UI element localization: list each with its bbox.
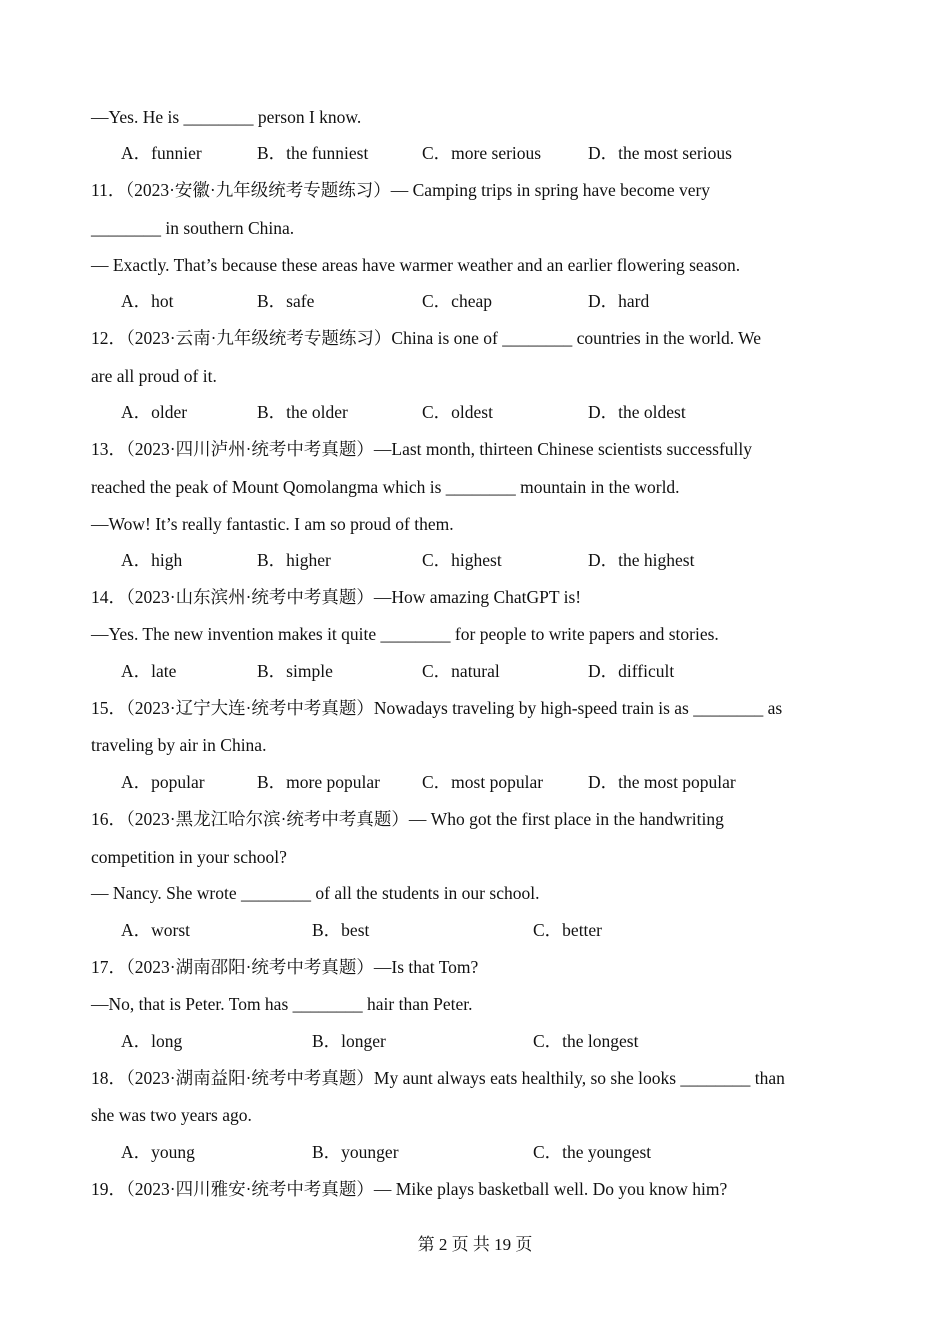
question-16-stem: 16．（2023·黑龙江哈尔滨·统考中考真题）— Who got the first place in the handwriting [91, 809, 724, 829]
option-a: A．long [121, 1031, 183, 1051]
option-a: A．high [121, 550, 183, 570]
question-12-stem-cont: are all proud of it. [91, 366, 217, 386]
question-16-options [121, 919, 861, 941]
question-12-stem: 12．（2023·云南·九年级统考专题练习）China is one of ________ countries in the world. We [91, 328, 762, 348]
option-d: D．hard [588, 291, 650, 311]
option-c: C．the youngest [533, 1142, 652, 1162]
option-c: C．better [533, 920, 603, 940]
question-16-stem-cont: competition in your school? [91, 847, 287, 867]
question-18-options [121, 1141, 861, 1163]
option-c: C．oldest [422, 402, 493, 422]
question-13-stem-cont: reached the peak of Mount Qomolangma which is ________ mountain in the world. [91, 477, 680, 497]
question-15-stem-cont: traveling by air in China. [91, 735, 267, 755]
question-18-stem: 18．（2023·湖南益阳·统考中考真题）My aunt always eats healthily, so she looks ________ than [91, 1068, 785, 1088]
question-17-options [121, 1030, 861, 1052]
option-b: B．simple [257, 661, 333, 681]
question-13-reply: —Wow! It’s really fantastic. I am so proud of them. [91, 514, 454, 534]
question-15-stem: 15．（2023·辽宁大连·统考中考真题）Nowadays traveling by high-speed train is as ________ as [91, 698, 783, 718]
option-d: D．difficult [588, 661, 675, 681]
option-d: D．the most popular [588, 772, 736, 792]
option-a: A．young [121, 1142, 195, 1162]
option-c: C．highest [422, 550, 502, 570]
page-footer: 第 2 页 共 19 页 [417, 1235, 533, 1254]
option-b: B．the older [257, 402, 348, 422]
question-11-stem: 11．（2023·安徽·九年级统考专题练习）— Camping trips in spring have become very [91, 180, 711, 200]
option-c: C．cheap [422, 291, 492, 311]
question-18-stem-cont: she was two years ago. [91, 1105, 252, 1125]
option-b: B．younger [312, 1142, 399, 1162]
option-b: B．safe [257, 291, 315, 311]
question-11-stem-cont: ________ in southern China. [91, 218, 295, 238]
option-a: A．hot [121, 291, 174, 311]
option-b: B．more popular [257, 772, 380, 792]
option-a: A．late [121, 661, 177, 681]
question-14-reply: —Yes. The new invention makes it quite ________ for people to write papers and stories. [91, 624, 719, 644]
option-c: C．the longest [533, 1031, 639, 1051]
question-14-stem: 14．（2023·山东滨州·统考中考真题）—How amazing ChatGPT is! [91, 587, 582, 607]
question-15-options [121, 771, 861, 793]
option-a: A．worst [121, 920, 191, 940]
option-c: C．more serious [422, 143, 542, 163]
option-b: B．best [312, 920, 370, 940]
question-10-line: —Yes. He is ________ person I know. [91, 107, 362, 127]
option-b: B．higher [257, 550, 331, 570]
option-a: A．popular [121, 772, 205, 792]
option-c: C．most popular [422, 772, 544, 792]
option-d: D．the oldest [588, 402, 686, 422]
option-c: C．natural [422, 661, 500, 681]
option-a: A．older [121, 402, 188, 422]
question-16-reply: — Nancy. She wrote ________ of all the students in our school. [91, 883, 540, 903]
question-19-stem: 19．（2023·四川雅安·统考中考真题）— Mike plays basketball well. Do you know him? [91, 1179, 728, 1199]
option-d: D．the most serious [588, 143, 732, 163]
question-11-options [121, 290, 861, 312]
question-13-stem: 13．（2023·四川泸州·统考中考真题）—Last month, thirteen Chinese scientists successfully [91, 439, 753, 459]
question-13-options [121, 549, 861, 571]
question-10-options [121, 142, 861, 164]
question-11-reply: — Exactly. That’s because these areas have warmer weather and an earlier flowering season. [91, 255, 741, 275]
option-a: A．funnier [121, 143, 202, 163]
question-17-reply: —No, that is Peter. Tom has ________ hair than Peter. [91, 994, 473, 1014]
option-b: B．longer [312, 1031, 386, 1051]
question-17-stem: 17．（2023·湖南邵阳·统考中考真题）—Is that Tom? [91, 957, 479, 977]
option-d: D．the highest [588, 550, 695, 570]
question-12-options [121, 401, 861, 423]
option-b: B．the funniest [257, 143, 369, 163]
question-14-options [121, 660, 861, 682]
